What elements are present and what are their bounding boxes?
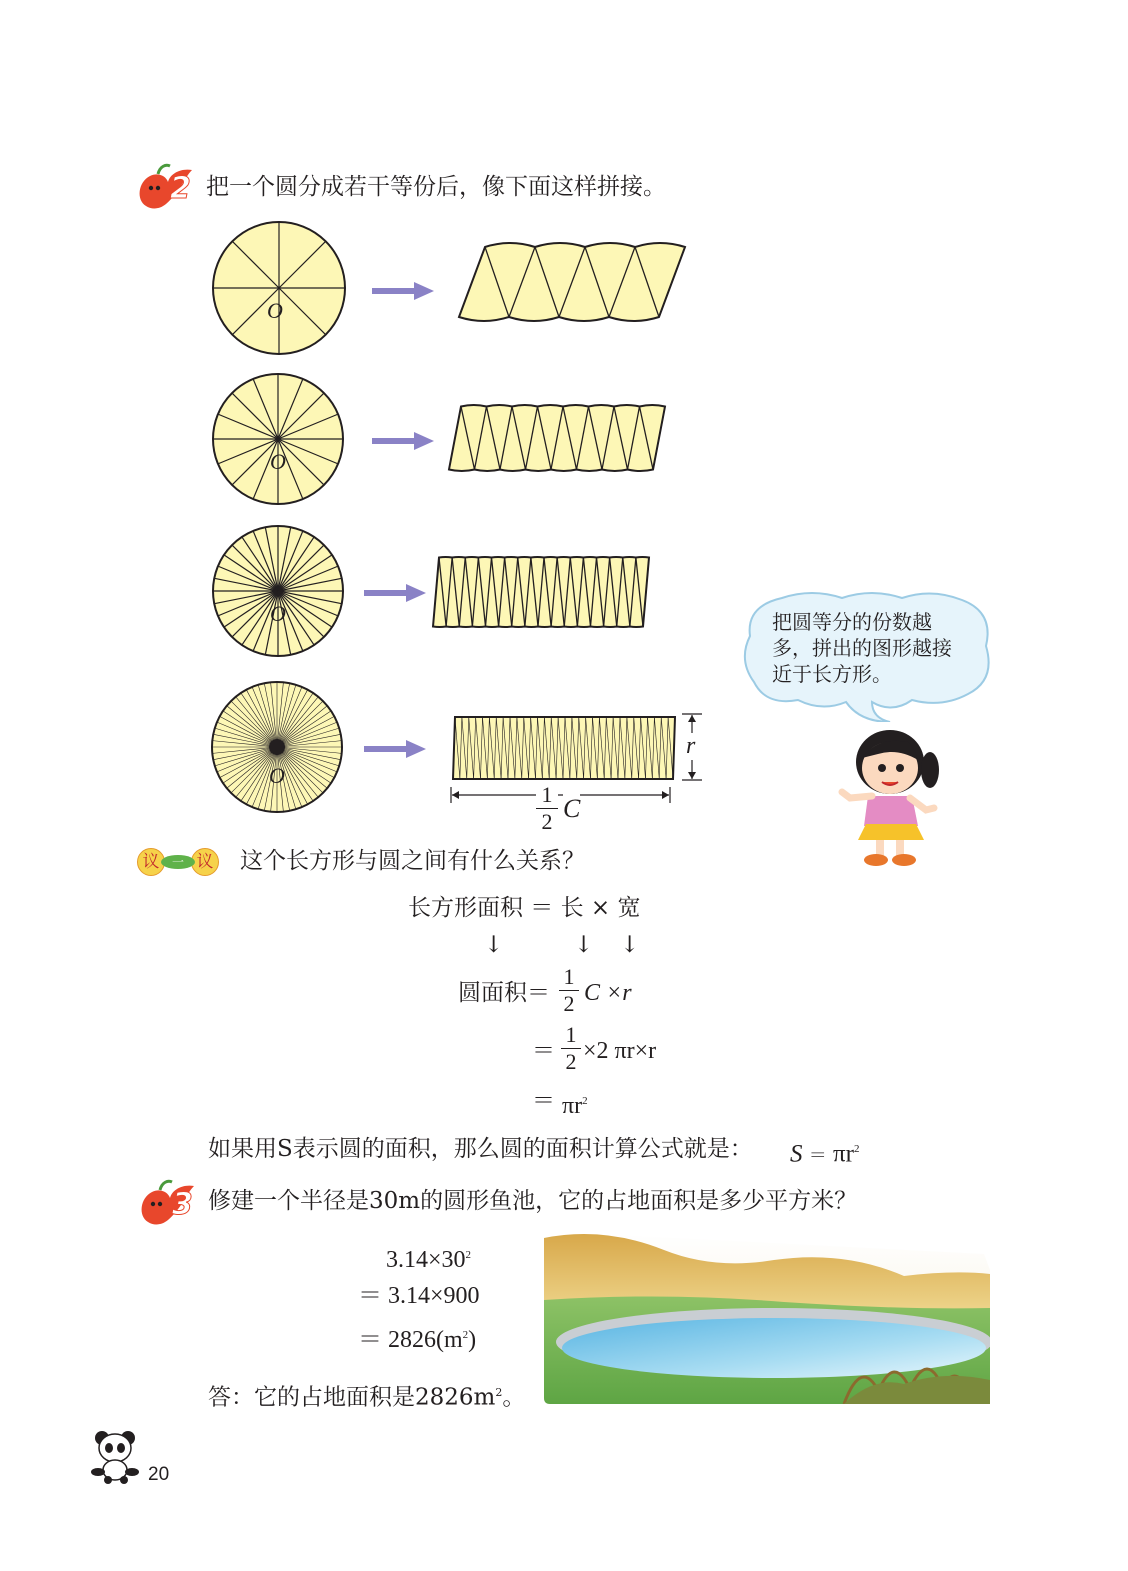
discuss-badge-right: 议	[191, 848, 219, 876]
circle-16-sectors	[211, 372, 345, 506]
calc-3-close: )	[468, 1327, 477, 1353]
discuss-badge-mid: 一	[171, 855, 184, 869]
example-2-badge-icon	[136, 160, 202, 212]
rearranged-shape-8	[456, 240, 688, 324]
calc-1-squared: 2	[465, 1249, 472, 1261]
down-arrow-icon: ↓	[484, 932, 504, 958]
formula-squared: 2	[853, 1143, 860, 1155]
example-3-text: 修建一个半径是30m的圆形鱼池，它的占地面积是多少平方米？	[208, 1188, 858, 1214]
center-label: O	[269, 763, 285, 788]
answer-end: 。	[502, 1384, 526, 1411]
fish-pond-illustration	[544, 1230, 990, 1404]
right-arrow-icon	[364, 740, 426, 758]
squared: 2	[582, 1095, 588, 1107]
rearranged-shape-16	[446, 402, 668, 474]
discuss-badge	[137, 848, 219, 876]
radius-label: r	[686, 733, 696, 759]
equals-sign: ＝	[532, 1038, 555, 1064]
formula-text: 如果用S表示圆的面积，那么圆的面积计算公式就是：	[208, 1136, 753, 1162]
panda-icon	[90, 1428, 142, 1484]
half-fraction: 1 2	[559, 966, 579, 1015]
pi-r: πr	[562, 1093, 583, 1119]
down-arrow-icon: ↓	[574, 932, 594, 958]
center-label: O	[267, 298, 283, 323]
formula-pi-r: πr	[833, 1140, 854, 1168]
center-dot	[269, 739, 285, 755]
example-2-text: 把一个圆分成若干等份后，像下面这样拼接。	[206, 174, 666, 200]
calc-line-1	[386, 1240, 471, 1275]
calc-1-value: 3.14×30	[386, 1247, 466, 1273]
center-label: O	[270, 601, 286, 626]
circle-area-line-1: C ×r	[584, 980, 632, 1006]
discuss-question: 这个长方形与圆之间有什么关系？	[240, 848, 585, 874]
circle-32-sectors	[211, 524, 345, 658]
answer-line	[208, 1378, 525, 1413]
half-fraction: 1 2	[561, 1024, 581, 1073]
bubble-line-1: 把圆等分的份数越	[772, 610, 932, 634]
circle-64-sectors	[210, 680, 344, 814]
right-arrow-icon	[372, 432, 434, 450]
bubble-line-2: 多，拼出的图形越接	[772, 636, 952, 660]
rectangle-area-line: 长方形面积 ＝ 长 × 宽	[408, 895, 641, 921]
answer-squared: 2	[495, 1386, 503, 1399]
half-circumference-dimension	[450, 785, 672, 805]
calc-line-3	[358, 1320, 476, 1355]
formula-s: S	[790, 1140, 803, 1168]
circle-area-prefix: 圆面积＝	[458, 980, 550, 1006]
answer-text: 答：它的占地面积是2826m	[208, 1384, 496, 1411]
svg-text:2: 2	[170, 171, 191, 206]
girl-character-illustration	[838, 722, 942, 868]
circle-area-line-3	[562, 1086, 588, 1121]
page-number: 20	[148, 1464, 170, 1485]
half-fraction: 1 2	[536, 784, 558, 833]
circle-area-line-2: ×2 πr×r	[583, 1038, 657, 1064]
center-label: O	[270, 449, 286, 474]
right-arrow-icon	[364, 584, 426, 602]
example-3-badge-icon	[138, 1176, 204, 1228]
bubble-line-3: 近于长方形。	[772, 662, 892, 686]
equals-sign: ＝	[532, 1088, 555, 1114]
calc-3-value: ＝ 2826(m	[358, 1327, 463, 1353]
right-arrow-icon	[372, 282, 434, 300]
calc-line-2: ＝ 3.14×900	[358, 1283, 480, 1309]
rearranged-shape-64	[450, 714, 678, 782]
svg-text:3: 3	[172, 1187, 193, 1222]
leaf-icon	[161, 855, 195, 869]
discuss-badge-left: 议	[137, 848, 165, 876]
circumference-label: C	[563, 794, 581, 823]
down-arrow-icon: ↓	[620, 932, 640, 958]
circle-8-sectors	[211, 220, 347, 356]
formula-eq: ＝	[808, 1145, 827, 1166]
formula-expression	[790, 1134, 859, 1170]
rearranged-shape-32	[430, 554, 652, 630]
calc-3-squared: 2	[462, 1329, 469, 1341]
